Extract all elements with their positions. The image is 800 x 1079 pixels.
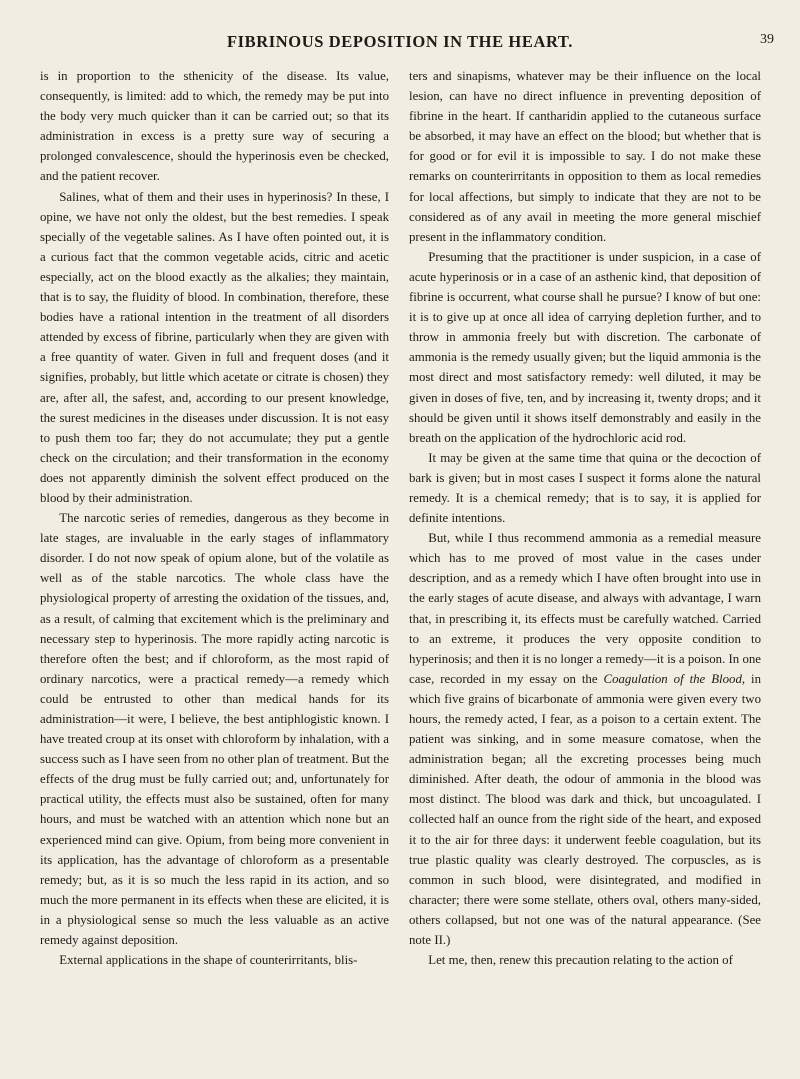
paragraph: Presuming that the practitioner is under suspicion, in a case of acute hyperinosis or in a case of an asthenic kind, that deposition of fibrine is occurrent, what course shall he pursue? I know of but one: it is to give up at once all idea of carrying depletion further, and to throw in ammonia freely but with discretion. The carbonate of ammonia is the remedy usually given; but the liquid ammonia is the most direct and most satisfactory remedy: well diluted, it may be given in doses of five, ten, and by increasing it, twenty drops; and it should be given until it shows itself demonstrably and easily in the breath on the application of the hydrochloric acid rod.	[409, 249, 761, 445]
paragraph: Salines, what of them and their uses in hyperinosis? In these, I opine, we have not only the oldest, but the best remedies. I speak specially of the vegetable salines. As I have often pointed out, it is a curious fact that the common vegetable acids, citric and acetic especially, act on the blood exactly as the alkalies; they maintain, that is to say, the fluidity of blood. In combination, therefore, these bodies have a rational intention in the treatment of all disorders attended by excess of fibrine, particularly when they are given with a free quantity of water. Given in full and frequent doses (and it signifies, probably, but little which acetate or citrate is chosen) they are, after all, the safest, and, according to our present knowledge, the surest medicines in the diseases under discussion. It is not easy to push them too far; they do not accumulate; they put a gentle check on the circulation; and their transformation in the economy does not apparently diminish the solvent effect produced on the blood by their administration.	[40, 189, 389, 505]
paragraph-text: But, while I thus recommend ammonia as a remedial measure which has to me proved of most value in the cases under description, and as a remedy which I have often brought into use in the early stages of acute disease, and always with advantage, I warn that, in prescribing it, its effects must be carefully watched. Carried to an extreme, it produces the very opposite condition to hyperinosis; and then it is no longer a remedy—it is a poison. In one case, recorded in my essay on the	[409, 531, 761, 686]
paragraph: Let me, then, renew this precaution relating to the action of	[428, 953, 733, 968]
right-column	[409, 66, 761, 970]
paragraph: The narcotic series of remedies, dangerous as they become in late stages, are invaluable in the early stages of inflammatory disorder. I do not now speak of opium alone, but of the volatile as well as of the stable narcotics. The whole class have the physiological property of arresting the oxidation of the tissues, and, as a result, of calming that excitement which is the preliminary and necessary step to hyperinosis. The more rapidly acting narcotic is therefore often the best; and if chloroform, as the most rapid of ordinary narcotics, were a practical remedy—a remedy which could be entrusted to other than medical hands for its administration—it were, I believe, the best antiphlogistic known. I have treated croup at its onset with chloroform by inhalation, with a success such as I have seen from no other plan of treatment. But the effects of the drug must be fully carried out; and, unfortunately for practical utility, the effects must also be sustained, often for many hours, and must be watched with an attention which none but an experienced mind can give. Opium, from being more convenient in its application, has the advantage of chloroform as a presentable remedy; but, as it is so much the less rapid in its action, and so much the more permanent in its effects when these are elicited, it is in a physiological sense so much the less valuable as an active remedy against deposition.	[40, 511, 389, 948]
paragraph: ters and sinapisms, whatever may be their influence on the local lesion, can have no direct influence in preventing deposition of fibrine in the heart. If cantharidin applied to the cutaneous surface be absorbed, it may have an effect on the blood; but whether that is for good or for evil it is impossible to say. I do not make these remarks on counterirritants in opposition to them as local remedies for local affections, but simply to indicate that they are not to be considered as of any avail in meeting the more general mischief present in the inflammatory condition.	[409, 69, 761, 244]
book-title: Coagulation of the Blood,	[603, 671, 746, 686]
paragraph-text: in which five grains of bicarbonate of ammonia were given every two hours, the remedy acted, I fear, as a poison to a certain extent. The patient was sinking, and in some measure comatose, when the administration began; all the excreting processes being much diminished. After death, the odour of ammonia in the blood was most distinct. The blood was dark and thick, but uncoagulated. I collected half an ounce from the right side of the heart, and exposed it to the air for three days: it underwent feeble coagulation, but its true plastic quality was clearly destroyed. The corpuscles, as is common in such blood, were disintegrated, and modified in character; there were some stellate, others oval, others many-sided, others collapsed, but not one was of the natural appearance. (See note II.)	[409, 671, 762, 948]
running-title: FIBRINOUS DEPOSITION IN THE HEART.	[226, 32, 574, 51]
paragraph: External applications in the shape of counterirritants, blis-	[59, 953, 358, 968]
paragraph	[409, 528, 761, 950]
paragraph: It may be given at the same time that quina or the decoction of bark is given; but in most cases I suspect it forms alone the natural remedy. It is a chemical remedy; that is to say, it is applied for definite intentions.	[409, 450, 761, 526]
left-column	[40, 66, 389, 970]
running-header	[0, 32, 800, 56]
paragraph: is in proportion to the sthenicity of the disease. Its value, consequently, is limited: add to which, the remedy may be put into the body very much quicker than it can be carried out; so that its administration in excess is a pretty sure way of securing a prolonged convalescence, should the hyperinosis even be checked, and the patient recover.	[40, 69, 389, 184]
page-number: 39	[760, 32, 774, 47]
